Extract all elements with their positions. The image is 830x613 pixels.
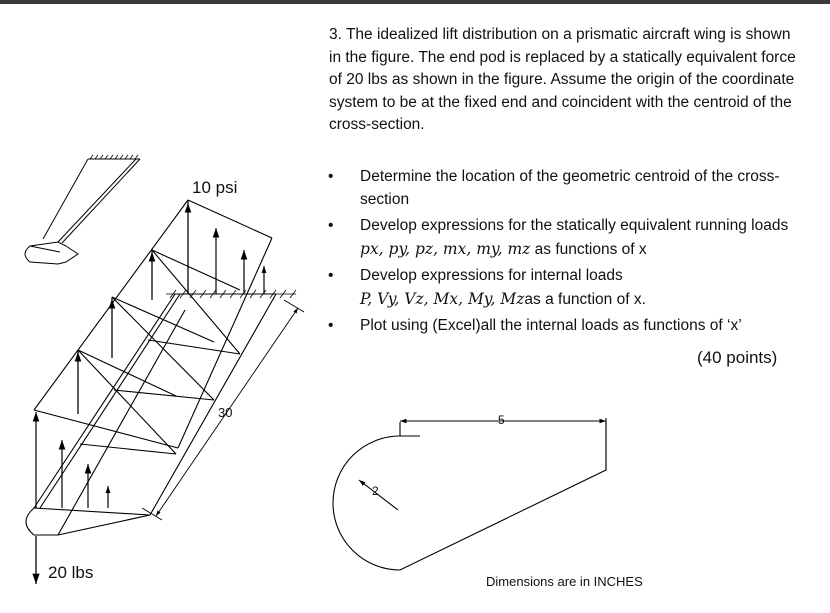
task-text: Develop expressions for internal loads (360, 267, 623, 284)
bullet-icon: • (328, 168, 334, 185)
fixed-support-hatch (166, 290, 296, 298)
task-text: Determine the location of the geometric centroid of the cross-section (360, 168, 780, 208)
task-suffix: as functions of x (530, 240, 647, 258)
task-math: P, Vy, Vz, Mx, My, Mz (360, 289, 525, 308)
task-text: Develop expressions for the statically equivalent running loads (360, 217, 789, 234)
bullet-icon: • (328, 267, 334, 284)
problem-statement: 3. The idealized lift distribution on a prismatic aircraft wing is shown in the figure. The end pod is replaced by a statically equivalent force of 20 lbs as shown in the figure. Assume the origin of the coordinate system to be at the fixed end and coincident with the centroid of the cross-section. (329, 26, 796, 133)
task-item (320, 315, 800, 338)
task-item (320, 166, 800, 211)
radius-dimension-label: 2 (372, 484, 379, 498)
points-label: (40 points) (697, 348, 778, 367)
task-text: Plot using (Excel)all the internal loads as functions of ‘x’ (360, 317, 742, 334)
force-label: 20 lbs (48, 563, 94, 582)
wing-inset-sketch (25, 155, 140, 264)
task-list (320, 166, 800, 342)
task-math: px, py, pz, mx, my, mz (360, 239, 531, 258)
task-item (320, 265, 800, 311)
task-suffix: as a function of x. (524, 290, 646, 308)
units-note: Dimensions are in INCHES (486, 574, 643, 589)
span-label: 30 (218, 405, 233, 420)
width-dimension-label: 5 (498, 413, 505, 427)
wing-body (26, 200, 276, 535)
bullet-icon: • (328, 317, 334, 334)
bullet-icon: • (328, 217, 334, 234)
pressure-label: 10 psi (192, 178, 238, 197)
task-item (320, 215, 800, 261)
